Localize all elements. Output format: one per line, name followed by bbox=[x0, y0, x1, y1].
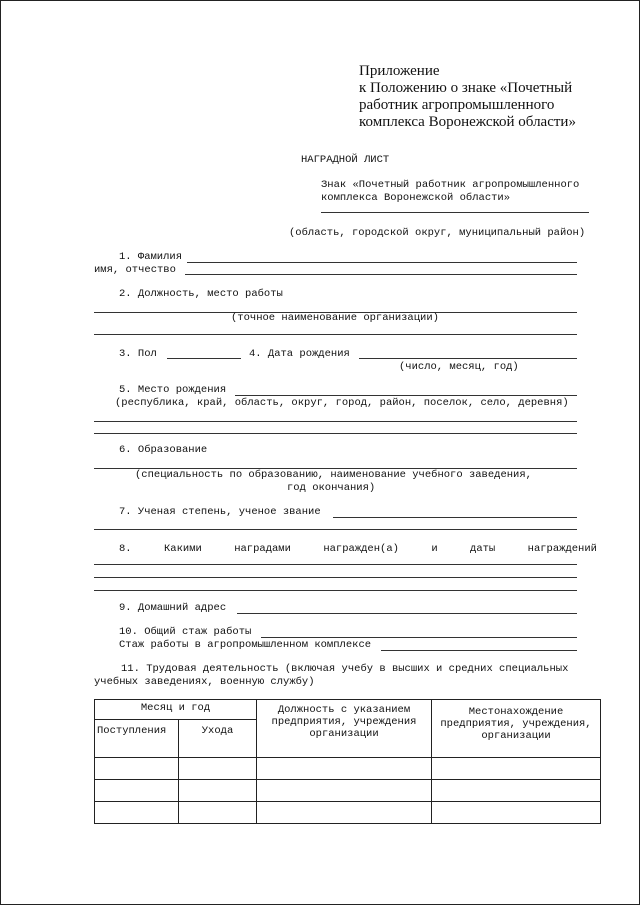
education-caption-1: (специальность по образованию, наименование учебного заведения, bbox=[135, 469, 532, 481]
table-cell[interactable] bbox=[432, 780, 601, 802]
table-cell[interactable] bbox=[432, 758, 601, 780]
field-employment-label-1: 11. Трудовая деятельность (включая учебу в высших и средних специальных bbox=[121, 663, 569, 675]
award-name-line-2: комплекса Воронежской области» bbox=[321, 192, 511, 204]
table-cell[interactable] bbox=[257, 758, 432, 780]
appendix-line-1: Приложение bbox=[359, 63, 440, 79]
birthplace-caption: (республика, край, область, округ, город, район, поселок, село, деревня) bbox=[115, 397, 569, 409]
award-underline bbox=[321, 212, 589, 213]
field-position-label: 2. Должность, место работы bbox=[119, 288, 283, 300]
agro-experience-line[interactable] bbox=[381, 650, 577, 651]
birthplace-line-2[interactable] bbox=[94, 421, 577, 422]
appendix-line-2: к Положению о знаке «Почетный bbox=[359, 80, 573, 96]
awards-line-3[interactable] bbox=[94, 590, 577, 591]
table-cell[interactable] bbox=[257, 780, 432, 802]
degree-line-2[interactable] bbox=[94, 529, 577, 530]
awards-line-2[interactable] bbox=[94, 577, 577, 578]
awards-label-word: Какими bbox=[164, 543, 202, 555]
table-row bbox=[95, 780, 601, 802]
table-cell[interactable] bbox=[95, 802, 179, 824]
awards-label-word: наградами bbox=[234, 543, 291, 555]
table-cell[interactable] bbox=[257, 802, 432, 824]
awards-label-word: 8. bbox=[119, 543, 132, 555]
position-header: Должность с указанием предприятия, учреждения организации bbox=[257, 700, 432, 758]
field-birthdate-label: 4. Дата рождения bbox=[249, 348, 350, 360]
employment-table bbox=[94, 699, 601, 824]
table-cell[interactable] bbox=[95, 780, 179, 802]
awards-label-word: и bbox=[431, 543, 438, 555]
award-name-line-1: Знак «Почетный работник агропромышленного bbox=[321, 179, 580, 191]
exit-header: Ухода bbox=[179, 720, 257, 758]
month-year-header: Месяц и год bbox=[95, 700, 257, 720]
field-education-label: 6. Образование bbox=[119, 444, 208, 456]
entry-header: Поступления bbox=[95, 720, 179, 758]
table-cell[interactable] bbox=[179, 802, 257, 824]
table-cell[interactable] bbox=[179, 758, 257, 780]
region-caption: (область, городской округ, муниципальный район) bbox=[289, 227, 586, 239]
table-row bbox=[95, 758, 601, 780]
field-awards-label bbox=[119, 543, 597, 555]
field-employment-label-2: учебных заведениях, военную службу) bbox=[94, 676, 315, 688]
table-cell[interactable] bbox=[432, 802, 601, 824]
awards-line-1[interactable] bbox=[94, 564, 577, 565]
birthplace-line-1[interactable] bbox=[235, 395, 577, 396]
document-title: НАГРАДНОЙ ЛИСТ bbox=[301, 154, 390, 166]
appendix-line-4: комплекса Воронежской области» bbox=[359, 114, 576, 130]
surname-line[interactable] bbox=[187, 262, 577, 263]
birthdate-caption: (число, месяц, год) bbox=[399, 361, 519, 373]
appendix-line-3: работник агропромышленного bbox=[359, 97, 555, 113]
table-header-row bbox=[95, 700, 601, 720]
name-line[interactable] bbox=[185, 274, 577, 275]
field-degree-label: 7. Ученая степень, ученое звание bbox=[119, 506, 321, 518]
location-header: Местонахождение предприятия, учреждения, организации bbox=[432, 700, 601, 758]
field-agro-experience-label: Стаж работы в агропромышленном комплексе bbox=[119, 639, 372, 651]
appendix-header bbox=[359, 63, 576, 131]
position-line-2[interactable] bbox=[94, 334, 577, 335]
position-caption: (точное наименование организации) bbox=[231, 312, 439, 324]
birthdate-line[interactable] bbox=[359, 358, 577, 359]
field-experience-label: 10. Общий стаж работы bbox=[119, 626, 252, 638]
table-row bbox=[95, 802, 601, 824]
field-surname-label: 1. Фамилия bbox=[119, 251, 183, 263]
field-birthplace-label: 5. Место рождения bbox=[119, 384, 227, 396]
awards-label-word: даты bbox=[470, 543, 496, 555]
address-line[interactable] bbox=[237, 613, 577, 614]
table-cell[interactable] bbox=[179, 780, 257, 802]
field-address-label: 9. Домашний адрес bbox=[119, 602, 227, 614]
education-caption-2: год окончания) bbox=[287, 482, 376, 494]
awards-label-word: награжден(а) bbox=[323, 543, 399, 555]
field-sex-label: 3. Пол bbox=[119, 348, 157, 360]
sex-line[interactable] bbox=[167, 358, 241, 359]
table-cell[interactable] bbox=[95, 758, 179, 780]
birthplace-line-3[interactable] bbox=[94, 433, 577, 434]
awards-label-word: награждений bbox=[527, 543, 597, 555]
field-name-label: имя, отчество bbox=[94, 264, 176, 276]
experience-line[interactable] bbox=[261, 637, 577, 638]
degree-line-1[interactable] bbox=[333, 517, 577, 518]
